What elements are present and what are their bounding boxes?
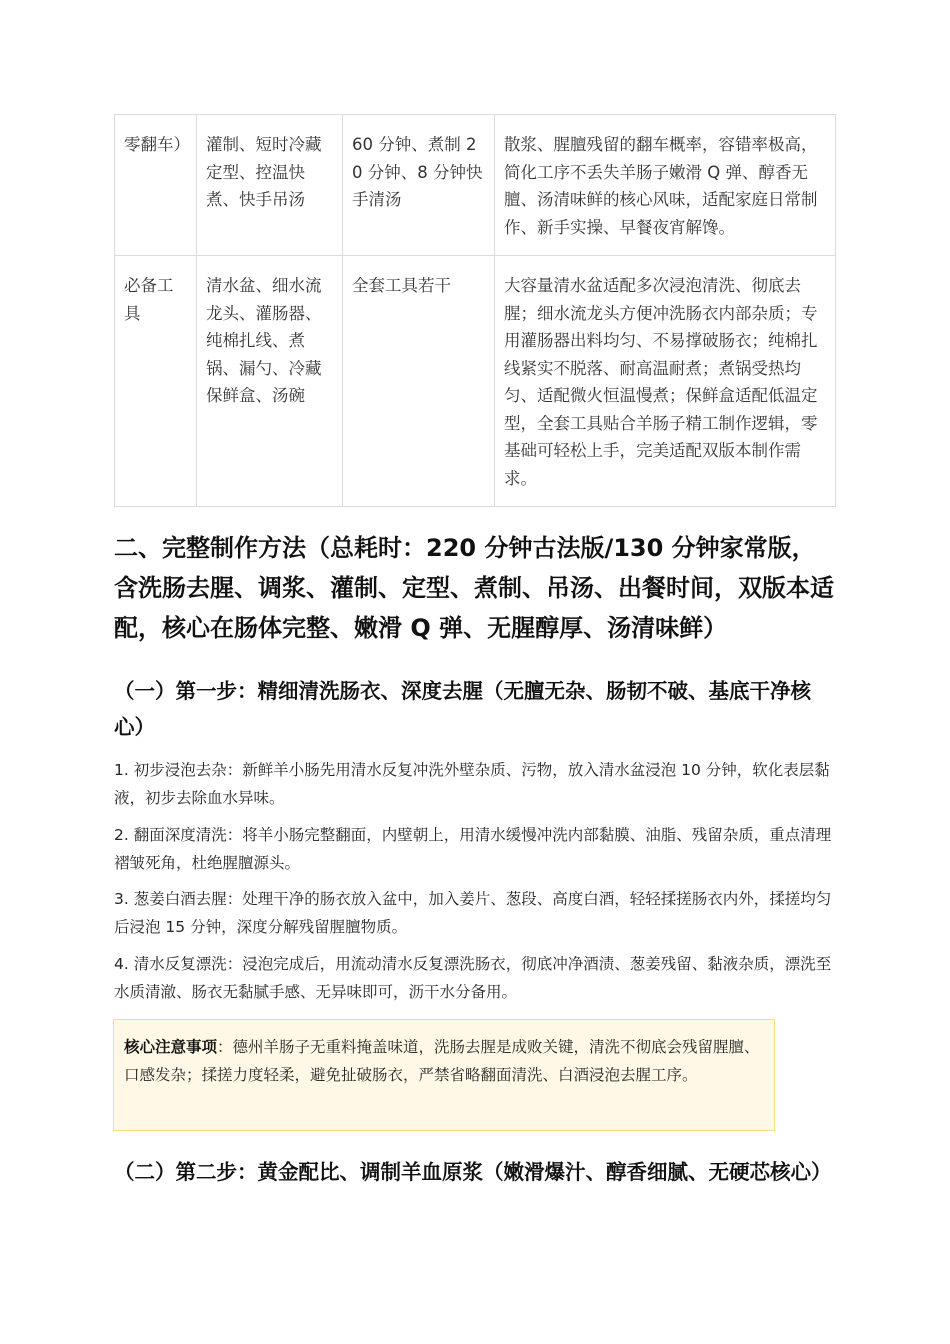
section-heading: 二、完整制作方法（总耗时：220 分钟古法版/130 分钟家常版，含洗肠去腥、调浆、灌制、定型、煮制、吊汤、出餐时间，双版本适配，核心在肠体完整、嫩滑 Q 弹、无腥醇厚、汤清味鲜） [114, 534, 834, 642]
table-cell-time: 60 分钟、煮制 20 分钟、8 分钟快手清汤 [343, 115, 495, 256]
table-cell-description: 散浆、腥膻残留的翻车概率，容错率极高，简化工序不丢失羊肠子嫩滑 Q 弹、醇香无膻、汤清味鲜的核心风味，适配家庭日常制作、新手实操、早餐夜宵解馋。 [495, 115, 836, 256]
table-row [115, 115, 836, 256]
step1-heading: （一）第一步：精细清洗肠衣、深度去腥（无膻无杂、肠韧不破、基底干净核心） [114, 679, 811, 739]
table-cell-name: 零翻车） [115, 115, 197, 256]
table-cell-name: 必备工具 [115, 256, 197, 507]
table-cell-description: 大容量清水盆适配多次浸泡清洗、彻底去腥；细水流龙头方便冲洗肠衣内部杂质；专用灌肠器出料均匀、不易撑破肠衣；纯棉扎线紧实不脱落、耐高温耐煮；煮锅受热均匀、适配微火恒温慢煮；保鲜盒适配低温定型，全套工具贴合羊肠子精工制作逻辑，零基础可轻松上手，完美适配双版本制作需求。 [495, 256, 836, 507]
step1-list [114, 756, 836, 1015]
notice-text: ：德州羊肠子无重料掩盖味道，洗肠去腥是成败关键，清洗不彻底会残留腥膻、口感发杂；揉搓力度轻柔，避免扯破肠衣，严禁省略翻面清洗、白酒浸泡去腥工序。 [124, 1038, 760, 1084]
table-cell-steps: 清水盆、细水流龙头、灌肠器、纯棉扎线、煮锅、漏勺、冷藏保鲜盒、汤碗 [197, 256, 343, 507]
table-row [115, 256, 836, 507]
step-item: 4. 清水反复漂洗：浸泡完成后，用流动清水反复漂洗肠衣，彻底冲净酒渍、葱姜残留、黏液杂质，漂洗至水质清澈、肠衣无黏腻手感、无异味即可，沥干水分备用。 [114, 955, 832, 1001]
step-item: 1. 初步浸泡去杂：新鲜羊小肠先用清水反复冲洗外壁杂质、污物，放入清水盆浸泡 10 分钟，软化表层黏液，初步去除血水异味。 [114, 761, 830, 807]
step2-heading: （二）第二步：黄金配比、调制羊血原浆（嫩滑爆汁、醇香细腻、无硬芯核心） [114, 1160, 832, 1184]
table-cell-steps: 灌制、短时冷藏定型、控温快煮、快手吊汤 [197, 115, 343, 256]
table-cell-time: 全套工具若干 [343, 256, 495, 507]
ingredients-tools-table [114, 114, 836, 507]
notice-label: 核心注意事项 [124, 1038, 218, 1056]
key-notice-box [113, 1019, 775, 1131]
step-item: 2. 翻面深度清洗：将羊小肠完整翻面，内壁朝上，用清水缓慢冲洗内部黏膜、油脂、残留杂质，重点清理褶皱死角，杜绝腥膻源头。 [114, 826, 832, 872]
step-item: 3. 葱姜白酒去腥：处理干净的肠衣放入盆中，加入姜片、葱段、高度白酒，轻轻揉搓肠衣内外，揉搓均匀后浸泡 15 分钟，深度分解残留腥膻物质。 [114, 890, 832, 936]
